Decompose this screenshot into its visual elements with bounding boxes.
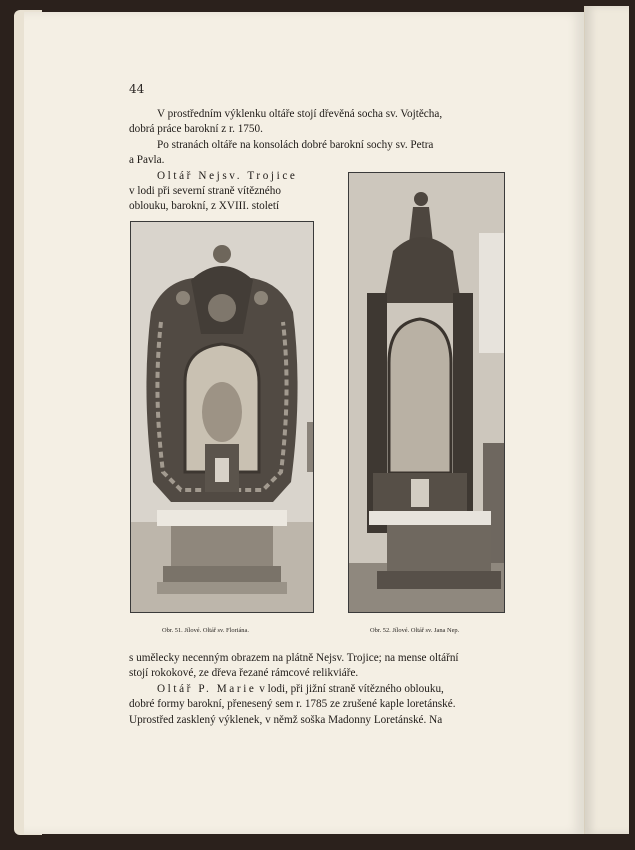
figure-caption: Obr. 51. Jílové. Oltář sv. Floriána. [162,627,249,634]
text-line: s umělecky necenným obrazem na plátně Nejsv. Trojice; na mense oltářní [129,652,459,664]
altar-photo-jan-nep [348,172,505,613]
figure-caption: Obr. 52. Jílové. Oltář sv. Jana Nep. [370,627,460,634]
text-line: a Pavla. [129,154,165,167]
next-page-edge [584,6,629,834]
text-line: Po stranách oltáře na konsolách dobré barokní sochy sv. Petra [157,138,434,151]
page-number: 44 [129,82,145,96]
altar-photo-florian [130,221,314,613]
text-line: oblouku, barokní, z XVIII. století [129,200,280,213]
text-line: v lodi při severní straně vítězného [129,185,281,198]
text-line: stojí rokokové, ze dřeva řezané rámcové relikviáře. [129,667,359,680]
text-line: v lodi, při jižní straně vítězného oblouku, [256,682,444,695]
altar-florian-illustration [131,222,313,612]
section-heading: Oltář Nejsv. Trojice [157,169,298,182]
text-line: V prostředním výklenku oltáře stojí dřevěná socha sv. Vojtěcha, [157,108,443,120]
section-heading: Oltář P. Marie [157,682,257,695]
text-line: Uprostřed zasklený výklenek, v němž soška Madonny Loretánské. Na [129,713,443,726]
altar-jan-nep-illustration [349,173,504,612]
text-line: dobrá práce barokní z r. 1750. [129,123,263,136]
bottom-text-block [129,651,505,728]
text-line: dobré formy barokní, přenesený sem r. 1785 ze zrušené kaple loretánské. [129,698,456,711]
